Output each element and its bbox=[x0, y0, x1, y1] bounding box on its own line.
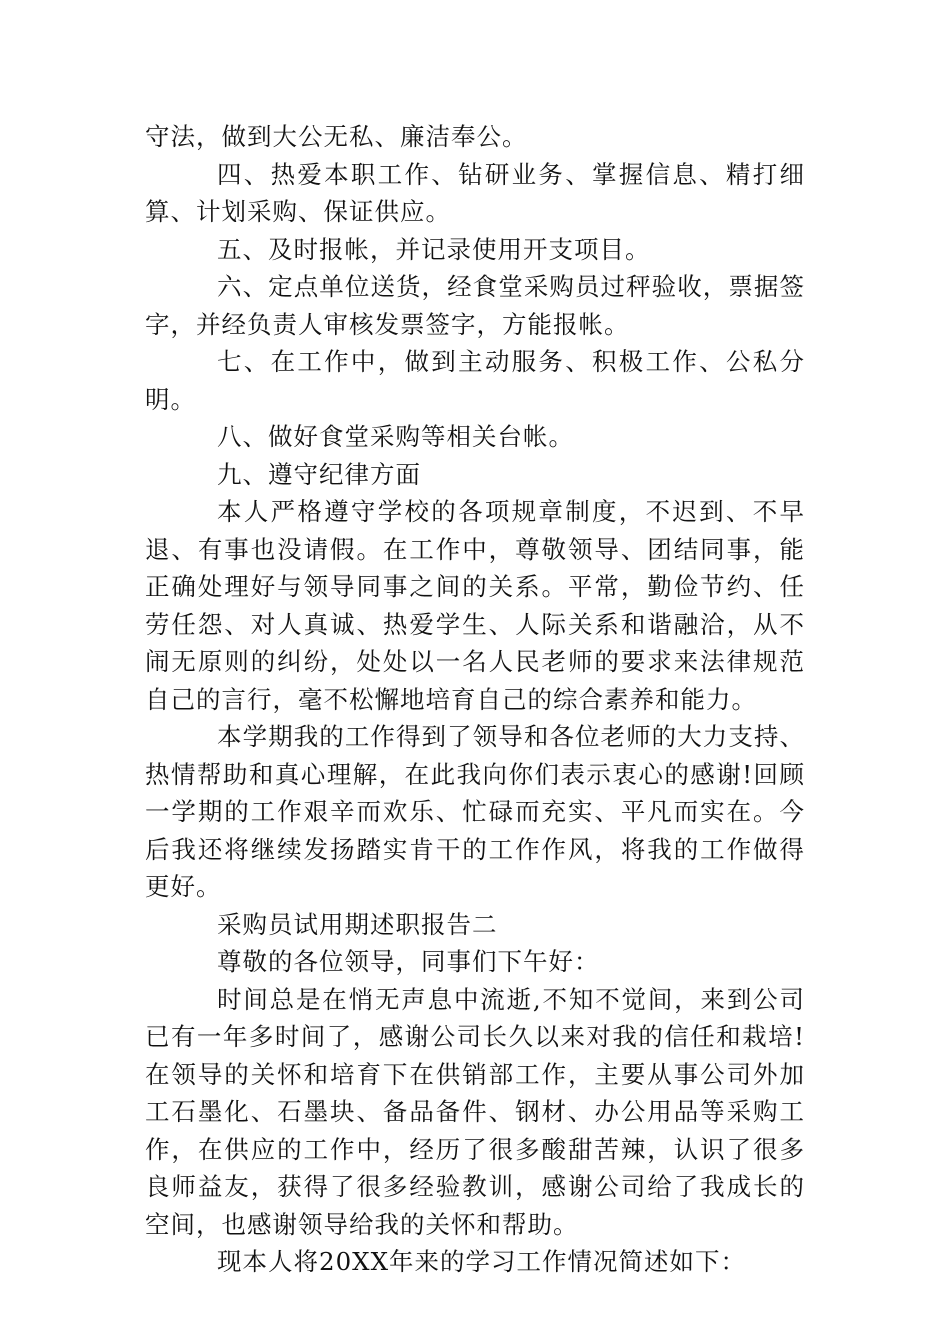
paragraph-discipline: 本人严格遵守学校的各项规章制度，不迟到、不早退、有事也没请假。在工作中，尊敬领导、团结同事，能正确处理好与领导同事之间的关系。平常，勤俭节约、任劳任怨、对人真诚、热爱学生、人际关系和谐融洽，从不闹无原则的纠纷，处处以一名人民老师的要求来法律规范自己的言行，毫不松懈地培育自己的综合素养和能力。 bbox=[145, 497, 805, 714]
section-heading: 采购员试用期述职报告二 bbox=[217, 909, 498, 939]
paragraph-thanks: 本学期我的工作得到了领导和各位老师的大力支持、热情帮助和真心理解，在此我向你们表示衷心的感谢!回顾一学期的工作艰辛而欢乐、忙碌而充实、平凡而实在。今后我还将继续发扬踏实肯干的工作作风，将我的工作做得更好。 bbox=[145, 722, 805, 901]
paragraph-greeting: 尊敬的各位领导，同事们下午好： bbox=[217, 947, 600, 976]
paragraph-item-nine: 九、遵守纪律方面 bbox=[217, 459, 421, 489]
paragraph-item-six: 六、定点单位送货，经食堂采购员过秤验收，票据签字，并经负责人审核发票签字，方能报帐。 bbox=[145, 272, 805, 339]
document-body bbox=[145, 118, 805, 1281]
paragraph-item-eight: 八、做好食堂采购等相关台帐。 bbox=[217, 422, 574, 451]
paragraph-continuation: 守法，做到大公无私、廉洁奉公。 bbox=[145, 122, 528, 151]
paragraph-item-five: 五、及时报帐，并记录使用开支项目。 bbox=[217, 234, 651, 264]
paragraph-introduction: 时间总是在悄无声息中流逝,不知不觉间，来到公司已有一年多时间了，感谢公司长久以来对我的信任和栽培!在领导的关怀和培育下在供销部工作，主要从事公司外加工石墨化、石墨块、备品备件、钢材、办公用品等采购工作，在供应的工作中，经历了很多酸甜苦辣，认识了很多良师益友，获得了很多经验教训，感谢公司给了我成长的空间，也感谢领导给我的关怀和帮助。 bbox=[145, 984, 805, 1239]
paragraph-summary-intro: 现本人将20XX年来的学习工作情况简述如下： bbox=[217, 1247, 747, 1276]
paragraph-item-seven: 七、在工作中，做到主动服务、积极工作、公私分明。 bbox=[145, 347, 805, 414]
paragraph-item-four: 四、热爱本职工作、钻研业务、掌握信息、精打细算、计划采购、保证供应。 bbox=[145, 159, 805, 226]
